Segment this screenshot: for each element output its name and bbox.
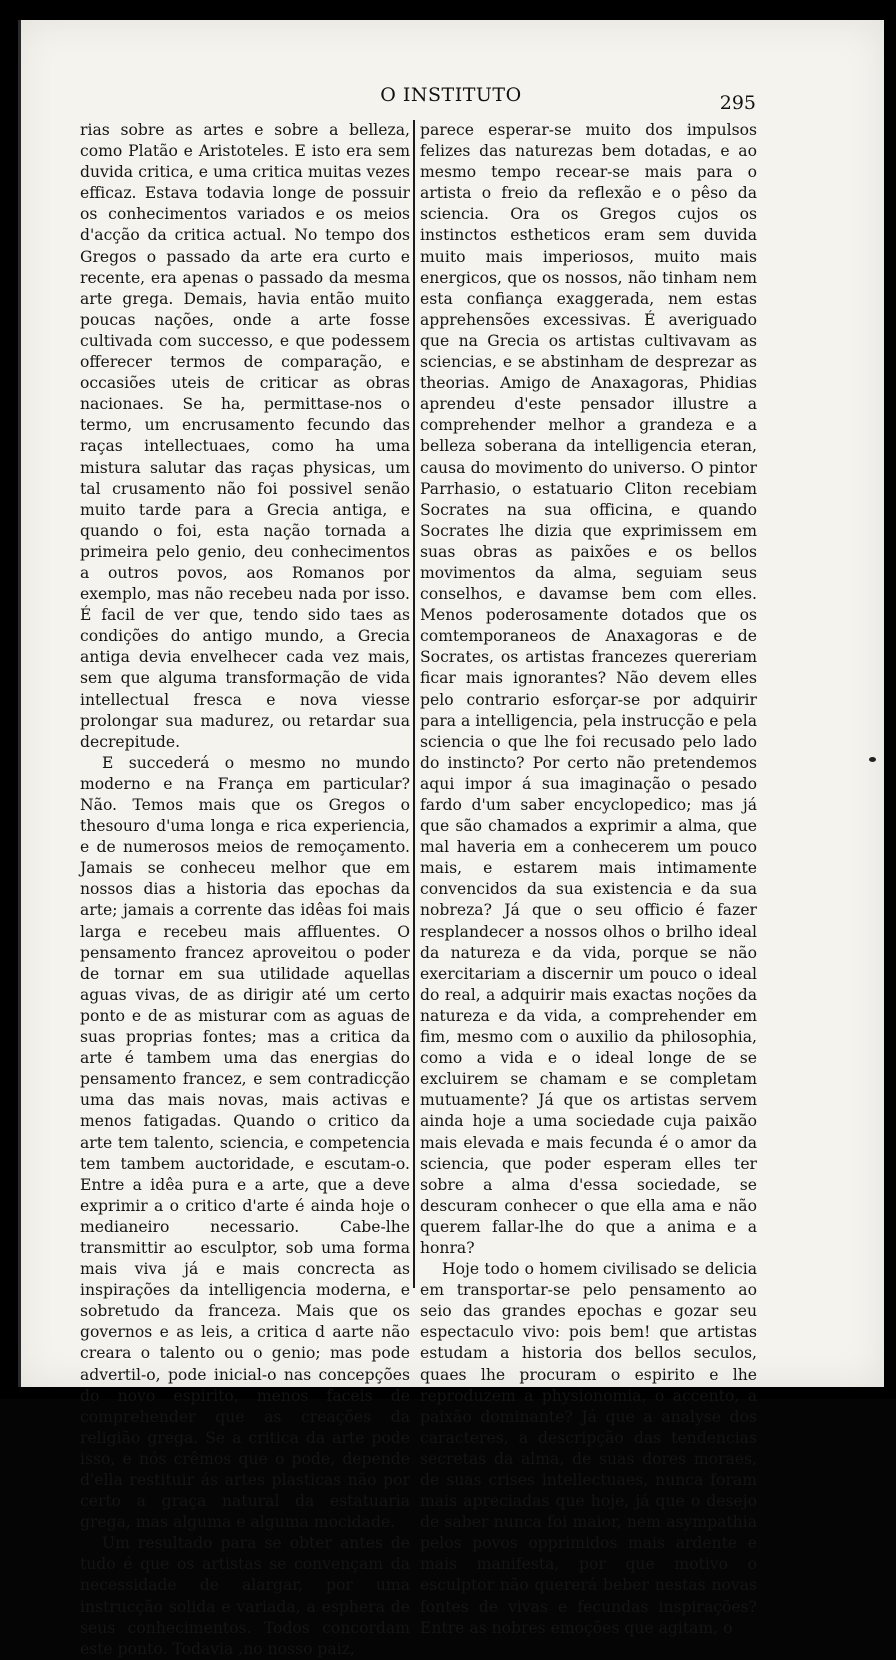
book-page (18, 20, 884, 1658)
right-column (420, 120, 757, 1639)
left-paragraph-3: Um resultado para se obter antes de tudo é que os artistas se convençam da necessidade de alargar, por uma instrucção solida e variada, a esphera de seus conhecimentos. Todos concordam este ponto. Todavia ,no nosso paiz, (80, 1534, 410, 1658)
right-paragraph-2: Hoje todo o homem civilisado se delicia em transportar-se pelo pensamento ao seio das grandes epochas e gozar seu espectaculo vivo: pois bem! que artistas estudam a historia dos bellos seculos, quaes lhe procuram o espirito e lhe reproduzem a physionomia, o accento, a paixão dominante? Já que a analyse dos caracteres, a descripção das tendencias secretas da alma, de suas dores moraes, de suas crises intellectuaes, nunca foram mais apreciadas que hoje, já que o desejo de saber nunca foi maior, nem asympathia pelos povos opprimidos mais ardente e mais manifesta, por que motivo o esculptor não quererá beber nestas novas fontes de vivas e fecundas inspirações? Entre as nobres emoções que agitam, o (420, 1260, 757, 1637)
right-paragraph-1: parece esperar-se muito dos impulsos felizes das naturezas bem dotadas, e ao mesmo tempo recear-se mais para o artista o freio da reflexão e o pêso da sciencia. Ora os Gregos cujos os instinctos estheticos eram sem duvida muito mais imperiosos, muito mais energicos, que os nossos, não tinham nem esta confiança exaggerada, nem estas apprehensões excessivas. É averiguado que na Grecia os artistas cultivavam as sciencias, e se abstinham de desprezar as theorias. Amigo de Anaxagoras, Phidias aprendeu d'este pensador illustre a comprehender melhor a grandeza e a belleza soberana da intelligencia eteran, causa do movimento do universo. O pintor Parrhasio, o estatuario Cliton recebiam Socrates na sua officina, e quando Socrates lhe dizia que exprimissem em suas obras as paixões e os bellos movimentos da alma, seguiam seus conselhos, e davamse bem com elles. Menos poderosamente dotados que os comtemporaneos de Anaxagoras e de Socrates, os artistas francezes quereriam ficar mais ignorantes? Não devem elles pelo contrario esforçar-se por adquirir para a intelligencia, pela instrucção e pela sciencia o que lhe foi recusado pelo lado do instincto? Por certo não pretendemos aqui impor á sua imaginação o pesado fardo d'um saber encyclopedico; mas já que são chamados a exprimir a alma, que mal haveria em a conhecerem um pouco mais, e estarem mais intimamente convencidos da sua existencia e da sua nobreza? Já que o seu officio é fazer resplandecer a nossos olhos o brilho ideal da natureza e da vida, porque se não exercitariam a discernir um pouco o ideal do real, a adquirir mais exactas noções da natureza e da vida, a comprehender em fim, mesmo com o auxilio da philosophia, como a vida e o ideal longe de se excluirem se chamam e se completam mutuamente? Já que os artistas servem ainda hoje a uma sociedade cuja paixão mais elevada e mais fecunda é o amor da sciencia, que poder esperam elles ter sobre a alma d'essa sociedade, se descuram conhecer o que ella ama e não querem fallar-lhe do que a anima e a honra? (420, 121, 757, 1257)
page-number: 295 (719, 92, 756, 114)
left-paragraph-1: rias sobre as artes e sobre a belleza, como Platão e Aristoteles. E isto era sem duvida critica, e uma critica muitas vezes efficaz. Estava todavia longe de possuir os conhecimentos variados e os meios d'acção da critica actual. No tempo dos Gregos o passado da arte era curto e recente, era apenas o passado da mesma arte grega. Demais, havia então muito poucas nações, onde a arte fosse cultivada com successo, e que podessem offerecer termos de comparação, e occasiões uteis de criticar as obras nacionaes. Se ha, permittase-nos o termo, um encrusamento fecundo das raças intellectuaes, como ha uma mistura salutar das raças physicas, um tal crusamento não foi possivel senão muito tarde para a Grecia antiga, e quando o foi, esta nação tornada a primeira pelo genio, deu conhecimentos a outros povos, aos Romanos por exemplo, mas não recebeu nada por isso. É facil de ver que, tendo sido taes as condições do antigo mundo, a Grecia antiga devia envelhecer cada vez mais, sem que alguma transformação de vida intellectual fresca e nova viesse prolongar sua madurez, ou retardar sua decrepitude. (80, 121, 410, 751)
running-head: O INSTITUTO (380, 84, 522, 106)
page-edge-shadow (18, 20, 21, 1387)
column-divider (413, 120, 415, 1288)
left-column (80, 120, 410, 1660)
ink-speck (869, 757, 876, 762)
page-header (18, 80, 884, 120)
left-paragraph-2: E succederá o mesmo no mundo moderno e na França em particular? Não. Temos mais que os Gregos o thesouro d'uma longa e rica experiencia, e de numerosos meios de remoçamento. Jamais se conheceu melhor que em nossos dias a historia das epochas da arte; jamais a corrente das idêas foi mais larga e recebeu mais affluentes. O pensamento francez aproveitou o poder de tornar em sua utilidade aquellas aguas vivas, de as dirigir até um certo ponto e de as misturar com as aguas de suas proprias fontes; mas a critica da arte é tambem uma das energias do pensamento francez, e sem contradicção uma das mais novas, mais activas e menos fatigadas. Quando o critico da arte tem talento, sciencia, e competencia tem tambem auctoridade, e escutam-o. Entre a idêa pura e a arte, que a deve exprimir a o critico d'arte é ainda hoje o medianeiro necessario. Cabe-lhe transmittir ao esculptor, sob uma forma mais viva já e mais concrecta as inspirações da intelligencia moderna, e sobretudo da franceza. Mais que os governos e as leis, a critica d aarte não creara o talento ou o genio; mas pode advertil-o, pode inicial-o nas concepções do novo espirito, menos faceis de comprehender que as creações da religião grega. Se a critica da arte pode isso, e nós crêmos que o pode, depende d'ella restituir ás artes plasticas não por certo a graça natural da estatuaria grega, mas alguma e alguma mocidade. (80, 753, 410, 1532)
